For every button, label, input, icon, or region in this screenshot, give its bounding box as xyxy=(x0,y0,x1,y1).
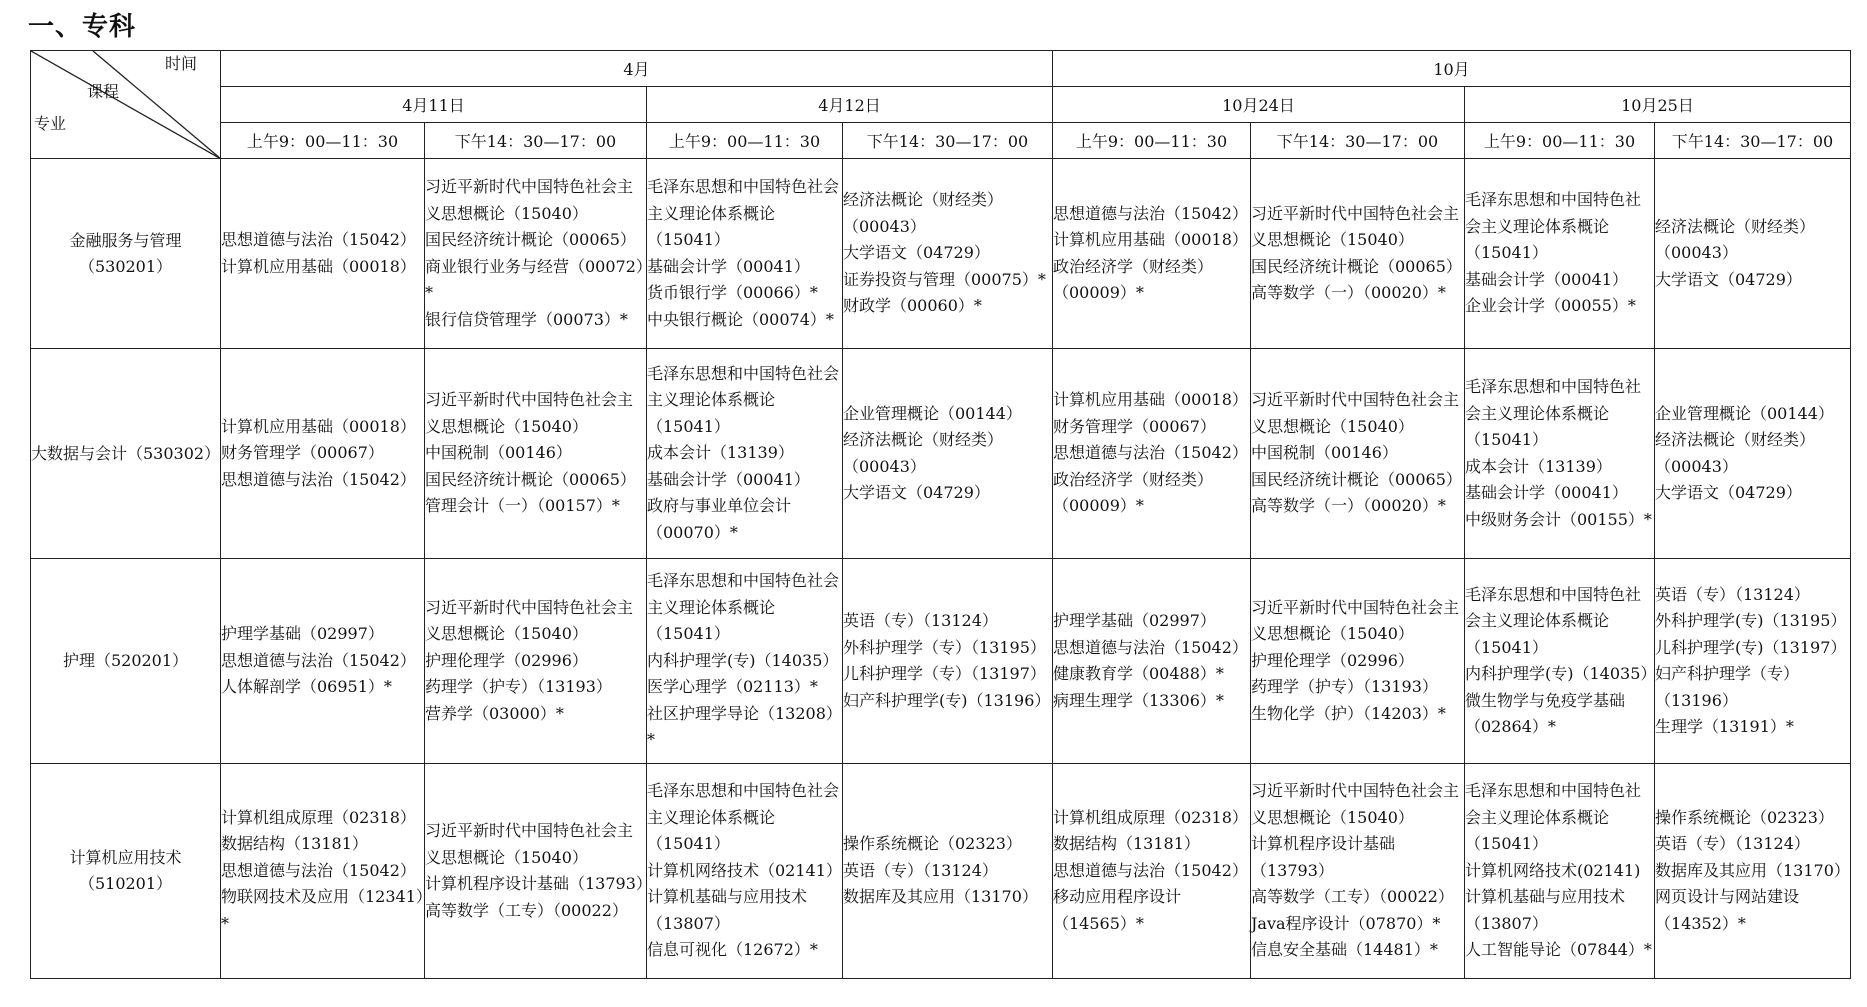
course-entry: 高等数学（一）（00020）* xyxy=(1251,283,1446,302)
course-entry: 企业会计学（00055）* xyxy=(1465,296,1636,316)
session-courses-cell xyxy=(647,159,843,349)
course-entry: 计算机应用基础（00018） xyxy=(1053,230,1248,249)
course-entry: 思想道德与法治（15042） xyxy=(221,230,416,249)
course-entry: 营养学（03000）* xyxy=(425,703,564,723)
course-entry: 计算机应用基础（00018） xyxy=(221,256,416,276)
course-entry: 习近平新时代中国特色社会主义思想概论（15040） xyxy=(425,177,634,223)
course-entry: 护理伦理学（02996） xyxy=(1251,650,1414,670)
major-name: 计算机应用技术 xyxy=(69,848,182,867)
course-entry: 外科护理学(专)（13195） xyxy=(1655,611,1847,630)
course-entry: 经济法概论（财经类）（00043） xyxy=(843,190,1004,236)
course-entry: 国民经济统计概论（00065） xyxy=(425,230,636,249)
course-entry: 成本会计（13139） xyxy=(647,443,794,463)
session-courses-cell xyxy=(1053,349,1251,559)
session-courses-cell xyxy=(843,159,1053,349)
corner-label-course: 课程 xyxy=(87,82,120,101)
course-entry: 思想道德与法治（15042） xyxy=(221,650,416,670)
date-header: 10月24日 xyxy=(1053,87,1465,123)
session-courses-cell xyxy=(1655,349,1851,559)
course-entry: 证券投资与管理（00075）* xyxy=(843,269,1046,289)
session-courses-cell xyxy=(425,349,647,559)
major-cell xyxy=(31,559,221,764)
course-entry: 移动应用程序设计（14565）* xyxy=(1053,887,1182,933)
session-header: 下午14：30—17：00 xyxy=(425,123,647,159)
session-courses-cell xyxy=(843,764,1053,979)
course-entry: 人工智能导论（07844）* xyxy=(1465,940,1652,960)
course-entry: 药理学（护专）（13193） xyxy=(425,677,612,697)
course-entry: 信息可视化（12672）* xyxy=(647,940,818,960)
course-entry: 计算机应用基础（00018） xyxy=(221,416,416,436)
course-entry: 经济法概论（财经类）（00043） xyxy=(1655,216,1816,263)
course-entry: 英语（专）（13124） xyxy=(1655,834,1810,854)
date-header-row xyxy=(31,87,1851,123)
course-entry: 妇产科护理学(专)（13196） xyxy=(843,690,1051,710)
course-entry: 英语（专）（13124） xyxy=(843,860,998,880)
exam-schedule-table xyxy=(30,50,1851,979)
course-entry: 医学心理学（02113）* xyxy=(647,677,818,697)
session-courses-cell xyxy=(843,349,1053,559)
session-courses-cell xyxy=(1465,764,1655,979)
course-entry: 数据库及其应用（13170） xyxy=(843,887,1038,907)
course-entry: 毛泽东思想和中国特色社会主义理论体系概论（15041） xyxy=(1465,190,1642,263)
session-courses-cell xyxy=(647,764,843,979)
course-entry: 计算机程序设计基础（13793） xyxy=(1251,834,1396,880)
course-entry: 计算机基础与应用技术（13807） xyxy=(1465,887,1626,933)
month-header-april: 4月 xyxy=(221,51,1053,87)
course-entry: 计算机应用基础（00018） xyxy=(1053,390,1248,410)
course-entry: 中国税制（00146） xyxy=(1251,443,1398,463)
course-entry: 大学语文（04729） xyxy=(1655,269,1802,289)
course-entry: 计算机基础与应用技术（13807） xyxy=(647,887,808,933)
session-courses-cell xyxy=(221,764,425,979)
corner-header-cell xyxy=(31,51,221,159)
corner-label-major: 专业 xyxy=(34,114,67,133)
course-entry: 高等数学（工专）（00022） xyxy=(1251,887,1454,907)
session-courses-cell xyxy=(221,559,425,764)
course-entry: 病理生理学（13306）* xyxy=(1053,690,1224,710)
session-header: 上午9：00—11：30 xyxy=(221,123,425,159)
course-entry: 网页设计与网站建设（14352）* xyxy=(1655,887,1800,933)
course-entry: 中国税制（00146） xyxy=(425,443,572,463)
course-entry: 管理会计（一）（00157）* xyxy=(425,496,620,516)
course-entry: 毛泽东思想和中国特色社会主义理论体系概论（15041） xyxy=(1465,377,1642,449)
course-entry: 高等数学（一）（00020）* xyxy=(1251,496,1446,516)
course-entry: 英语（专）（13124） xyxy=(1655,584,1810,604)
major-cell xyxy=(31,349,221,559)
course-entry: 生理学（13191）* xyxy=(1655,717,1794,736)
course-entry: 中级财务会计（00155）* xyxy=(1465,509,1652,529)
course-entry: 大学语文（04729） xyxy=(843,243,990,263)
course-entry: 企业管理概论（00144） xyxy=(843,403,1022,423)
course-entry: 思想道德与法治（15042） xyxy=(1053,443,1248,463)
course-entry: 计算机组成原理（02318） xyxy=(1053,807,1248,827)
course-entry: 外科护理学（专）（13195） xyxy=(843,637,1046,657)
month-header-row xyxy=(31,51,1851,87)
session-courses-cell xyxy=(1053,764,1251,979)
session-header: 上午9：00—11：30 xyxy=(647,123,843,159)
course-entry: 微生物学与免疫学基础（02864）* xyxy=(1465,690,1626,736)
course-entry: 计算机网络技术(02141) xyxy=(1465,860,1641,880)
session-courses-cell xyxy=(1465,349,1655,559)
course-entry: 银行信贷管理学（00073）* xyxy=(425,309,628,329)
course-entry: 习近平新时代中国特色社会主义思想概论（15040） xyxy=(425,597,634,644)
session-header: 上午9：00—11：30 xyxy=(1465,123,1655,159)
session-courses-cell xyxy=(1465,159,1655,349)
date-header: 4月11日 xyxy=(221,87,647,123)
course-entry: 商业银行业务与经营（00072）* xyxy=(425,256,644,302)
session-header: 下午14：30—17：00 xyxy=(1655,123,1851,159)
course-entry: 毛泽东思想和中国特色社会主义理论体系概论（15041） xyxy=(647,363,840,436)
course-entry: 计算机组成原理（02318） xyxy=(221,807,416,827)
session-header: 下午14：30—17：00 xyxy=(1251,123,1465,159)
session-header-row xyxy=(31,123,1851,159)
course-entry: 操作系统概论（02323） xyxy=(843,834,1022,854)
course-entry: 习近平新时代中国特色社会主义思想概论（15040） xyxy=(425,390,634,436)
course-entry: 基础会计学（00041） xyxy=(1465,269,1628,289)
major-code: （510201） xyxy=(78,874,173,893)
course-entry: 国民经济统计概论（00065） xyxy=(1251,469,1462,489)
session-courses-cell xyxy=(1465,559,1655,764)
month-header-october: 10月 xyxy=(1053,51,1851,87)
course-entry: 习近平新时代中国特色社会主义思想概论（15040） xyxy=(1251,781,1460,827)
course-entry: 信息安全基础（14481）* xyxy=(1251,940,1438,960)
course-entry: 思想道德与法治（15042） xyxy=(221,860,416,880)
session-courses-cell xyxy=(1053,159,1251,349)
date-header: 10月25日 xyxy=(1465,87,1851,123)
course-entry: 毛泽东思想和中国特色社会主义理论体系概论（15041） xyxy=(1465,781,1642,854)
course-entry: 计算机程序设计基础（13793） xyxy=(425,874,652,893)
course-entry: 数据结构（13181） xyxy=(1053,834,1200,854)
course-entry: 操作系统概论（02323） xyxy=(1655,807,1834,827)
course-entry: 思想道德与法治（15042） xyxy=(1053,637,1248,657)
major-code: （530201） xyxy=(78,256,173,276)
session-courses-cell xyxy=(1053,559,1251,764)
major-row xyxy=(31,559,1851,764)
corner-label-time: 时间 xyxy=(165,54,198,73)
session-courses-cell xyxy=(1251,349,1465,559)
course-entry: 货币银行学（00066）* xyxy=(647,283,818,302)
course-entry: 经济法概论（财经类）（00043） xyxy=(843,430,1004,476)
course-entry: 儿科护理学(专)（13197） xyxy=(1655,637,1847,657)
course-entry: 财务管理学（00067） xyxy=(221,443,384,463)
session-courses-cell xyxy=(425,559,647,764)
section-title: 一、专科 xyxy=(28,12,137,42)
session-courses-cell xyxy=(1251,559,1465,764)
date-header: 4月12日 xyxy=(647,87,1053,123)
session-courses-cell xyxy=(1655,159,1851,349)
course-entry: 物联网技术及应用（12341）* xyxy=(221,887,424,933)
course-entry: 毛泽东思想和中国特色社会主义理论体系概论（15041） xyxy=(647,571,840,644)
session-header: 下午14：30—17：00 xyxy=(843,123,1053,159)
course-entry: 药理学（护专）（13193） xyxy=(1251,677,1438,697)
course-entry: 生物化学（护）（14203）* xyxy=(1251,703,1446,723)
course-entry: 企业管理概论（00144） xyxy=(1655,403,1834,423)
course-entry: 毛泽东思想和中国特色社会主义理论体系概论（15041） xyxy=(1465,584,1642,657)
course-entry: 妇产科护理学（专）（13196） xyxy=(1655,664,1800,710)
course-entry: 护理学基础（02997） xyxy=(1053,611,1216,630)
major-row xyxy=(31,764,1851,979)
course-entry: 思想道德与法治（15042） xyxy=(1053,860,1248,880)
course-entry: 习近平新时代中国特色社会主义思想概论（15040） xyxy=(1251,390,1460,436)
course-entry: 毛泽东思想和中国特色社会主义理论体系概论（15041） xyxy=(647,177,840,249)
major-row xyxy=(31,159,1851,349)
course-entry: 英语（专）（13124） xyxy=(843,611,998,630)
course-entry: 习近平新时代中国特色社会主义思想概论（15040） xyxy=(425,821,634,867)
session-courses-cell xyxy=(425,764,652,979)
session-header: 上午9：00—11：30 xyxy=(1053,123,1251,159)
course-entry: 政府与事业单位会计（00070）* xyxy=(647,496,792,542)
major-name: 大数据与会计（530302） xyxy=(31,443,221,463)
course-entry: 中央银行概论（00074）* xyxy=(647,309,834,329)
course-entry: 大学语文（04729） xyxy=(843,483,990,502)
major-cell xyxy=(31,159,221,349)
session-courses-cell xyxy=(1655,764,1851,979)
course-entry: 国民经济统计概论（00065） xyxy=(425,469,636,489)
course-entry: 计算机网络技术（02141） xyxy=(647,860,842,880)
course-entry: 财政学（00060）* xyxy=(843,296,982,316)
course-entry: 儿科护理学（专）（13197） xyxy=(843,664,1046,683)
course-entry: 政治经济学（财经类）（00009）* xyxy=(1053,469,1214,516)
course-entry: 成本会计（13139） xyxy=(1465,456,1612,476)
course-entry: 思想道德与法治（15042） xyxy=(1053,203,1248,223)
course-entry: 护理学基础（02997） xyxy=(221,624,384,644)
session-courses-cell xyxy=(221,159,425,349)
course-entry: 高等数学（工专）（00022） xyxy=(425,900,628,920)
course-entry: 内科护理学(专)（14035） xyxy=(647,650,839,670)
major-cell xyxy=(31,764,221,979)
course-entry: 内科护理学(专)（14035） xyxy=(1465,664,1657,683)
course-entry: 数据库及其应用（13170） xyxy=(1655,860,1850,880)
course-entry: 健康教育学（00488）* xyxy=(1053,664,1224,683)
course-entry: 基础会计学（00041） xyxy=(647,256,810,276)
course-entry: 大学语文（04729） xyxy=(1655,483,1802,502)
course-entry: 护理伦理学（02996） xyxy=(425,650,588,670)
session-courses-cell xyxy=(221,349,425,559)
major-row xyxy=(31,349,1851,559)
major-name: 护理（520201） xyxy=(62,651,189,670)
session-courses-cell xyxy=(1655,559,1851,764)
course-entry: 思想道德与法治（15042） xyxy=(221,469,416,489)
course-entry: 财务管理学（00067） xyxy=(1053,416,1216,436)
course-entry: 人体解剖学（06951）* xyxy=(221,677,392,697)
course-entry: 基础会计学（00041） xyxy=(647,469,810,489)
session-courses-cell xyxy=(425,159,647,349)
course-entry: 经济法概论（财经类）（00043） xyxy=(1655,430,1816,476)
course-entry: 习近平新时代中国特色社会主义思想概论（15040） xyxy=(1251,203,1460,249)
session-courses-cell xyxy=(843,559,1053,764)
session-courses-cell xyxy=(647,559,843,764)
course-entry: 数据结构（13181） xyxy=(221,834,368,854)
course-entry: 政治经济学（财经类）（00009）* xyxy=(1053,256,1214,302)
course-entry: 毛泽东思想和中国特色社会主义理论体系概论（15041） xyxy=(647,781,840,854)
course-entry: Java程序设计（07870）* xyxy=(1251,913,1441,933)
course-entry: 国民经济统计概论（00065） xyxy=(1251,256,1462,276)
session-courses-cell xyxy=(647,349,843,559)
course-entry: 习近平新时代中国特色社会主义思想概论（15040） xyxy=(1251,597,1460,644)
course-entry: 基础会计学（00041） xyxy=(1465,483,1628,502)
session-courses-cell xyxy=(1251,159,1465,349)
major-name: 金融服务与管理 xyxy=(69,230,182,250)
course-entry: 社区护理学导论（13208）* xyxy=(647,703,842,750)
session-courses-cell xyxy=(1251,764,1465,979)
